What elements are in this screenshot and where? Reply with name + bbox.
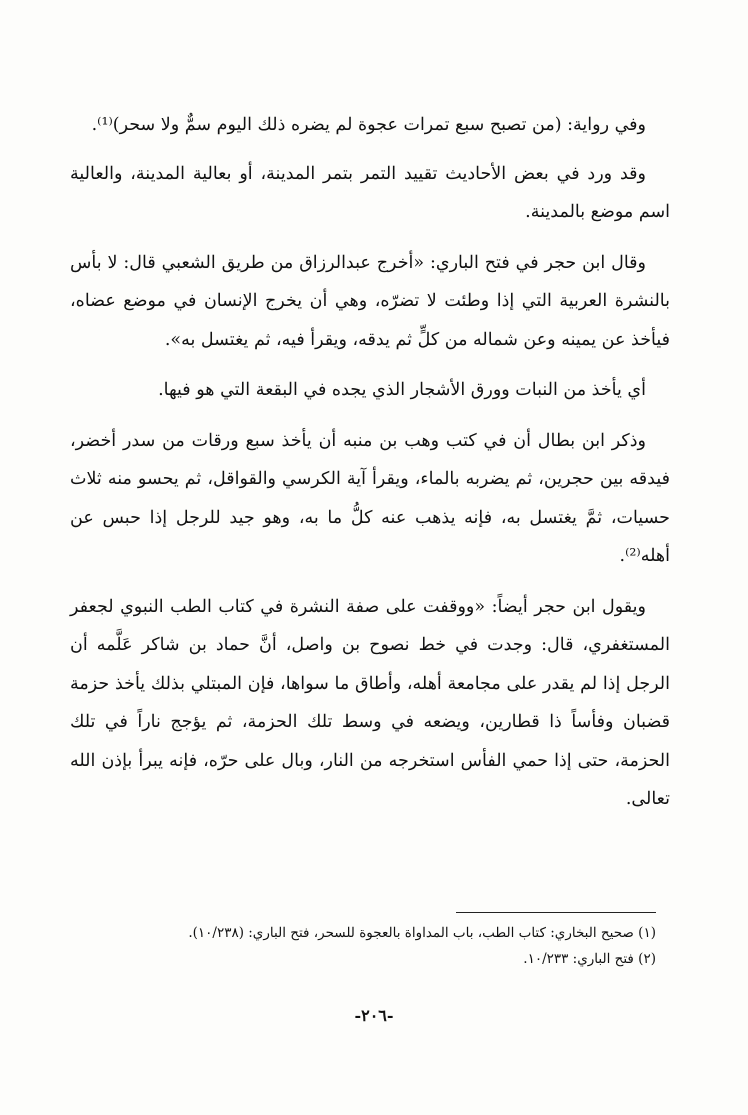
paragraph-mustaghfiri: ويقول ابن حجر أيضاً: «ووقفت على صفة النشرة في كتاب الطب النبوي لجعفر المستغفري، قال: وجدت في خط نصوح بن واصل، أنَّ حماد بن شاكر عَلَّمه أن الرجل إذا لم يقدر على مجامعة أهله، وأطاق ما سواها، فإن المبتلي بذلك يأخذ حزمة قضبان وفأساً ذا قطارين، ويضعه في وسط تلك الحزمة، ثم يؤجج ناراً في تلك الحزمة، حتى إذا حمي الفأس استخرجه من النار، وبال على حرّه، فإنه يبرأ بإذن الله تعالى. [70, 596, 670, 809]
paragraph-ibn-battal: وذكر ابن بطال أن في كتب وهب بن منبه أن يأخذ سبع ورقات من سدر أخضر، فيدقه بين حجرين، ثم يضربه بالماء، ويقرأ آية الكرسي والقواقل، ثم يحسو منه ثلاث حسيات، ثمَّ يغتسل به، فإنه يذهب عنه كلُّ ما به، وهو جيد للرجل إذا حبس عن أهله⁽²⁾. [70, 430, 670, 566]
footnote-divider [456, 912, 656, 913]
paragraph-ibn-hajar-nushra: وقال ابن حجر في فتح الباري: «أخرج عبدالرزاق من طريق الشعبي قال: لا بأس بالنشرة العربية التي إذا وطئت لا تضرّه، وهي أن يخرج الإنسان في موضع عضاه، فيأخذ عن يمينه وعن شماله من كلٍّ ثم يدقه، ويقرأ فيه، ثم يغتسل به». [70, 252, 670, 350]
main-text [70, 106, 670, 831]
footnote-2: (٢) فتح الباري: ١٠/٢٣٣. [523, 951, 656, 967]
page-number: -٢٠٦- [354, 1006, 394, 1025]
footnotes [70, 920, 656, 972]
paragraph-riwaya: وفي رواية: (من تصبح سبع تمرات عجوة لم يضره ذلك اليوم سمٌّ ولا سحر)⁽¹⁾. [91, 115, 646, 135]
paragraph-explanation: أي يأخذ من النبات وورق الأشجار الذي يجده في البقعة التي هو فيها. [158, 380, 646, 400]
footnote-1: (١) صحيح البخاري: كتاب الطب، باب المداواة بالعجوة للسحر، فتح الباري: (١٠/٢٣٨). [188, 925, 656, 941]
paragraph-madina: وقد ورد في بعض الأحاديث تقييد التمر بتمر المدينة، أو بعالية المدينة، والعالية اسم موضع بالمدينة. [70, 163, 670, 222]
